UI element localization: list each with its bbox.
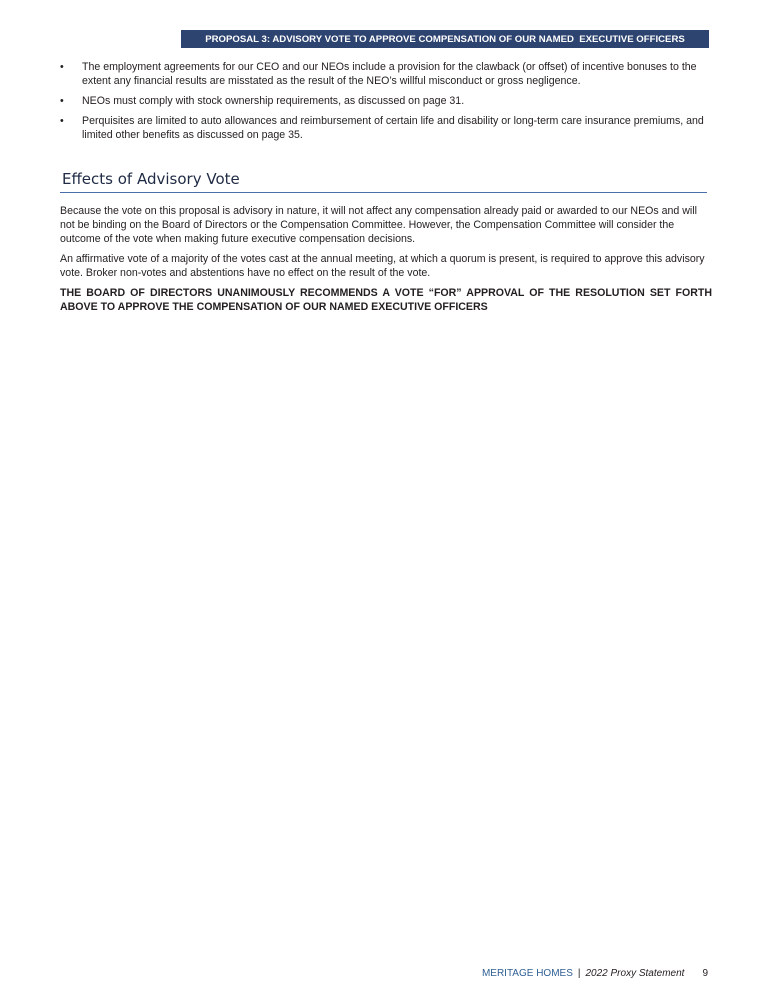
footer-document-title: 2022 Proxy Statement — [585, 968, 685, 979]
page-number: 9 — [702, 968, 708, 979]
bullet-icon: • — [60, 95, 64, 107]
paragraph: An affirmative vote of a majority of the votes cast at the annual meeting, at which a quorum is present, is required to approve this advisory vote. Broker non-votes and abstentions have no effect on the result of the vote. — [60, 253, 705, 279]
list-item — [60, 94, 710, 108]
board-recommendation: THE BOARD OF DIRECTORS UNANIMOUSLY RECOMMENDS A VOTE “FOR” APPROVAL OF THE RESOLUTION SET FORTH ABOVE TO APPROVE THE COMPENSATION OF OUR NAMED EXECUTIVE OFFICERS — [60, 287, 712, 313]
list-item — [60, 114, 710, 142]
bullet-list — [60, 60, 710, 148]
footer-company: MERITAGE HOMES — [481, 968, 573, 979]
page-footer — [482, 967, 708, 981]
list-item — [60, 60, 710, 88]
section-heading: Effects of Advisory Vote — [62, 170, 240, 188]
section-body — [60, 204, 712, 320]
list-item-text: NEOs must comply with stock ownership requirements, as discussed on page 31. — [82, 95, 465, 107]
footer-separator: | — [577, 968, 581, 979]
section-banner: PROPOSAL 3: ADVISORY VOTE TO APPROVE COMPENSATION OF OUR NAMED EXECUTIVE OFFICERS — [181, 30, 709, 48]
bullet-icon: • — [60, 61, 64, 73]
paragraph: Because the vote on this proposal is advisory in nature, it will not affect any compensation already paid or awarded to our NEOs and will not be binding on the Board of Directors or the Compensation Committee. However, the Compensation Committee will consider the outcome of the vote when making future executive compensation decisions. — [60, 205, 697, 245]
heading-divider — [60, 192, 707, 193]
bullet-icon: • — [60, 115, 64, 127]
list-item-text: Perquisites are limited to auto allowances and reimbursement of certain life and disability or long-term care insurance premiums, and limited other benefits as discussed on page 35. — [82, 115, 704, 141]
list-item-text: The employment agreements for our CEO and our NEOs include a provision for the clawback (or offset) of incentive bonuses to the extent any financial results are misstated as the result of the NEO’s willful misconduct or gross negligence. — [82, 61, 697, 87]
